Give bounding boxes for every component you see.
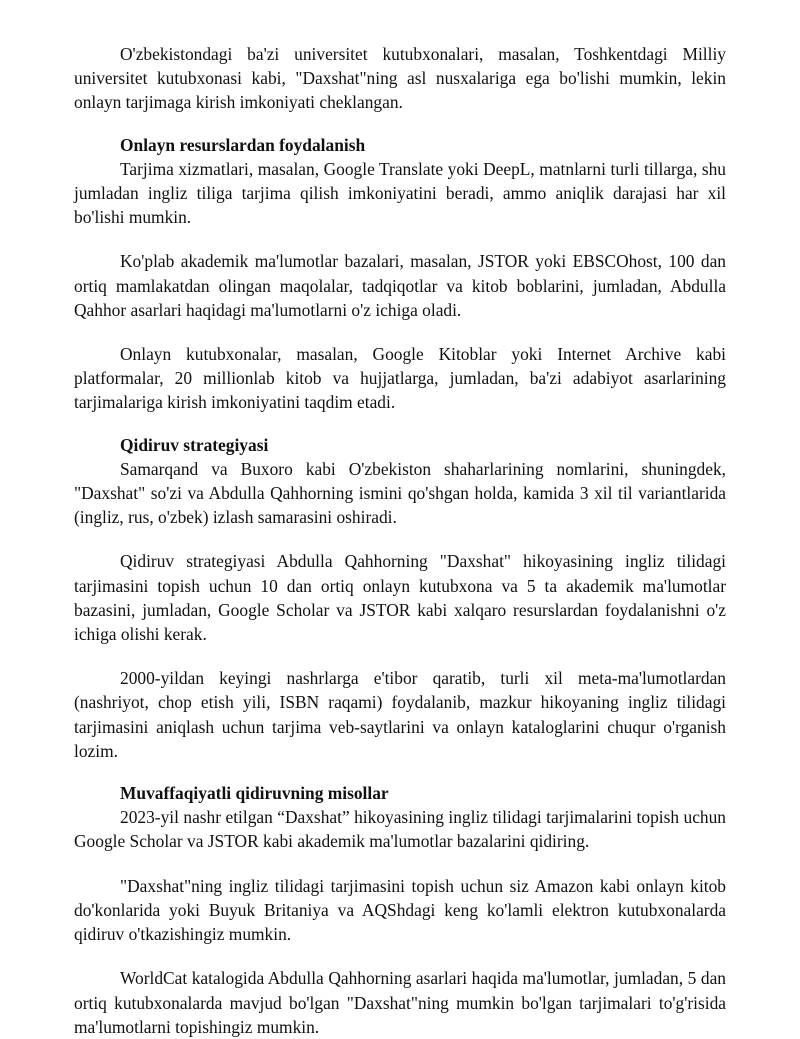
paragraph-strategy-3: 2000-yildan keyingi nashrlarga e'tibor qaratib, turli xil meta-ma'lumotlardan (nashriyot, chop etish yili, ISBN raqami) foydalanib, mazkur hikoyaning ingliz tilidagi tarjimasini aniqlash uchun tarjima veb-saytlarini va onlayn kataloglarini chuqur o'rganish lozim. bbox=[74, 668, 726, 761]
heading-search-examples: Muvaffaqiyatli qidiruvning misollar bbox=[120, 783, 389, 804]
paragraph-online-3: Onlayn kutubxonalar, masalan, Google Kitoblar yoki Internet Archive kabi platformalar, 20 millionlab kitob va hujjatlarga, jumladan, ba'zi adabiyot asarlarining tarjimalariga kirish imkoniyatini taqdim etadi. bbox=[74, 344, 726, 413]
heading-search-strategy: Qidiruv strategiyasi bbox=[120, 434, 269, 455]
paragraph-examples-3: WorldCat katalogida Abdulla Qahhorning asarlari haqida ma'lumotlar, jumladan, 5 dan ortiq kutubxonalarda mavjud bo'lgan "Daxshat"ning mumkin bo'lgan tarjimalari to'g'risida ma'lumotlarni topishingiz mumkin. bbox=[74, 968, 726, 1037]
paragraph-intro: O'zbekistondagi ba'zi universitet kutubxonalari, masalan, Toshkentdagi Milliy universitet kutubxonasi kabi, "Daxshat"ning asl nusxalariga ega bo'lishi mumkin, lekin onlayn tarjimaga kirish imkoniyati cheklangan. bbox=[74, 44, 726, 113]
paragraph-online-2: Ko'plab akademik ma'lumotlar bazalari, masalan, JSTOR yoki EBSCOhost, 100 dan ortiq mamlakatdan olingan maqolalar, tadqiqotlar va kitob boblarini, jumladan, Abdulla Qahhor asarlari haqidagi ma'lumotlarni o'z ichiga oladi. bbox=[74, 251, 726, 320]
heading-online-resources: Onlayn resurslardan foydalanish bbox=[120, 134, 366, 155]
document-page bbox=[74, 0, 726, 1039]
paragraph-online-1: Tarjima xizmatlari, masalan, Google Translate yoki DeepL, matnlarni turli tillarga, shu jumladan ingliz tiliga tarjima qilish imkoniyatini beradi, ammo aniqlik darajasi har xil bo'lishi mumkin. bbox=[74, 158, 726, 228]
paragraph-strategy-2: Qidiruv strategiyasi Abdulla Qahhorning "Daxshat" hikoyasining ingliz tilidagi tarjimasini topish uchun 10 dan ortiq onlayn kutubxona va 5 ta akademik ma'lumotlar bazasini, jumladan, Google Scholar va JSTOR kabi xalqaro resurslardan foydalanishni o'z ichiga olishi kerak. bbox=[74, 551, 726, 645]
paragraph-strategy-1: Samarqand va Buxoro kabi O'zbekiston shaharlarining nomlarini, shuningdek, "Daxshat" so'zi va Abdulla Qahhorning ismini qo'shgan holda, kamida 3 xil til variantlarida (ingliz, rus, o'zbek) izlash samarasini oshiradi. bbox=[74, 458, 726, 528]
paragraph-examples-1: 2023-yil nashr etilgan “Daxshat” hikoyasining ingliz tilidagi tarjimalarini topish uchun Google Scholar va JSTOR kabi akademik ma'lumotlar bazalarini qidiring. bbox=[74, 807, 726, 852]
paragraph-examples-2: "Daxshat"ning ingliz tilidagi tarjimasini topish uchun siz Amazon kabi onlayn kitob do'konlarida yoki Buyuk Britaniya va AQShdagi keng ko'lamli elektron kutubxonalarda qidiruv o'tkazishingiz mumkin. bbox=[74, 875, 726, 945]
